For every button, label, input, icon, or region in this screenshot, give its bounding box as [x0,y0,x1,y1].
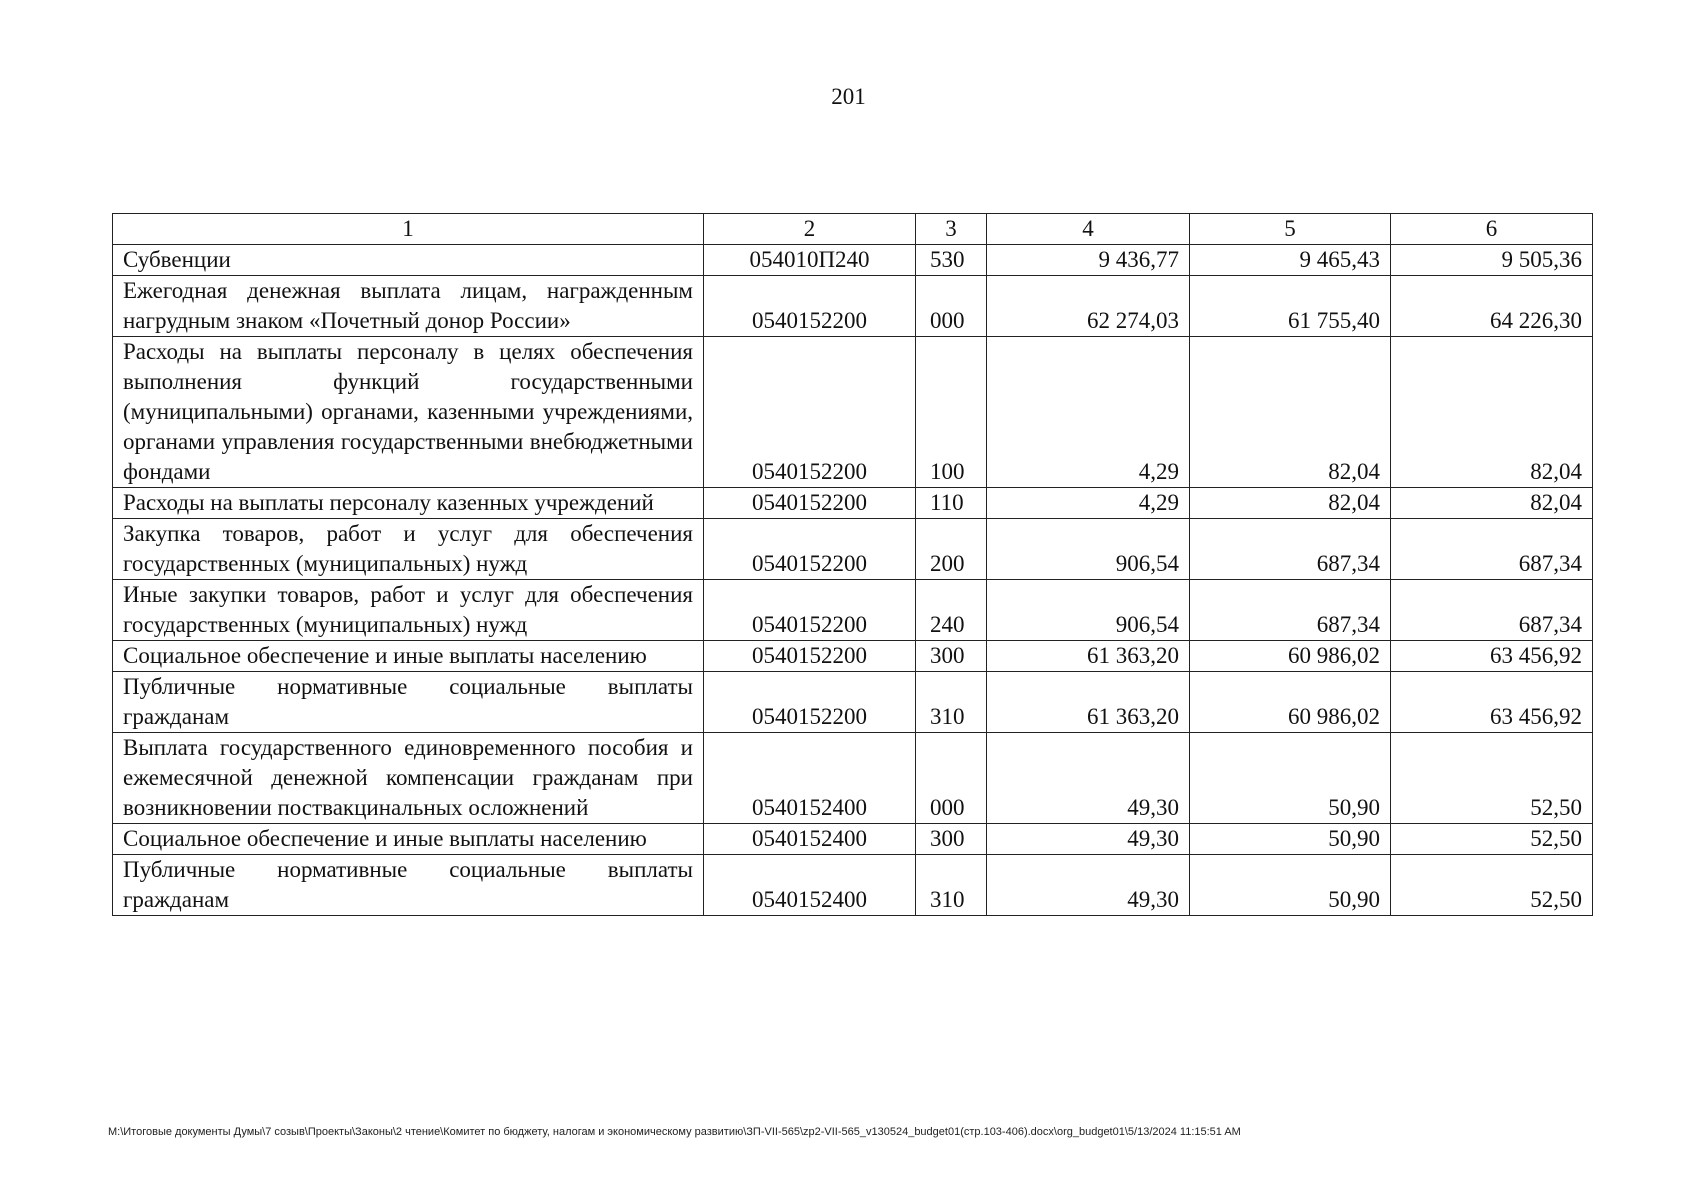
table-row [113,580,1593,641]
header-col-5: 5 [1190,214,1391,245]
table-row [113,733,1593,824]
row-code: 0540152200 [704,519,916,580]
row-name: Выплата государственного единовременного пособия и ежемесячной денежной компенсации гражданам при возникновении поствакцинальных осложнений [113,733,704,824]
row-type: 310 [916,855,987,916]
row-value-4: 61 363,20 [987,641,1190,672]
row-type: 200 [916,519,987,580]
row-value-4: 906,54 [987,519,1190,580]
row-value-6: 52,50 [1391,824,1593,855]
row-name: Ежегодная денежная выплата лицам, награжденным нагрудным знаком «Почетный донор России» [113,276,704,337]
row-value-5: 687,34 [1190,519,1391,580]
row-type: 300 [916,641,987,672]
row-type: 530 [916,245,987,276]
header-col-1: 1 [113,214,704,245]
row-value-4: 4,29 [987,337,1190,488]
row-value-5: 82,04 [1190,488,1391,519]
row-value-6: 64 226,30 [1391,276,1593,337]
row-value-6: 82,04 [1391,488,1593,519]
row-value-6: 63 456,92 [1391,641,1593,672]
row-code: 0540152200 [704,641,916,672]
row-name: Социальное обеспечение и иные выплаты населению [113,641,704,672]
header-col-4: 4 [987,214,1190,245]
row-value-5: 60 986,02 [1190,641,1391,672]
row-value-4: 9 436,77 [987,245,1190,276]
table-row [113,824,1593,855]
row-name: Расходы на выплаты персоналу в целях обеспечения выполнения функций государственными (муниципальными) органами, казенными учреждениями, органами управления государственными внебюджетными фондами [113,337,704,488]
table-row [113,337,1593,488]
row-type: 300 [916,824,987,855]
row-name: Субвенции [113,245,704,276]
row-type: 100 [916,337,987,488]
row-value-5: 61 755,40 [1190,276,1391,337]
row-code: 0540152200 [704,580,916,641]
row-value-4: 62 274,03 [987,276,1190,337]
row-value-6: 52,50 [1391,855,1593,916]
row-value-5: 50,90 [1190,733,1391,824]
row-type: 110 [916,488,987,519]
row-value-5: 687,34 [1190,580,1391,641]
row-value-6: 687,34 [1391,580,1593,641]
header-col-3: 3 [916,214,987,245]
table-row [113,641,1593,672]
row-type: 240 [916,580,987,641]
header-col-2: 2 [704,214,916,245]
row-name: Закупка товаров, работ и услуг для обеспечения государственных (муниципальных) нужд [113,519,704,580]
row-value-6: 82,04 [1391,337,1593,488]
row-value-6: 63 456,92 [1391,672,1593,733]
table-row [113,672,1593,733]
budget-table [112,213,1593,916]
row-name: Публичные нормативные социальные выплаты гражданам [113,855,704,916]
row-name: Социальное обеспечение и иные выплаты населению [113,824,704,855]
row-code: 054010П240 [704,245,916,276]
row-value-4: 906,54 [987,580,1190,641]
row-code: 0540152200 [704,488,916,519]
row-code: 0540152400 [704,733,916,824]
table-row [113,488,1593,519]
row-value-6: 687,34 [1391,519,1593,580]
page-number: 201 [831,84,866,109]
row-value-5: 60 986,02 [1190,672,1391,733]
table-row [113,276,1593,337]
table-row [113,245,1593,276]
table-row [113,519,1593,580]
table-row [113,855,1593,916]
row-type: 000 [916,276,987,337]
row-value-4: 61 363,20 [987,672,1190,733]
row-code: 0540152200 [704,672,916,733]
row-name: Публичные нормативные социальные выплаты гражданам [113,672,704,733]
table-header-row [113,214,1593,245]
row-value-4: 49,30 [987,855,1190,916]
row-value-6: 52,50 [1391,733,1593,824]
row-name: Иные закупки товаров, работ и услуг для обеспечения государственных (муниципальных) нужд [113,580,704,641]
row-value-4: 49,30 [987,824,1190,855]
row-value-5: 50,90 [1190,855,1391,916]
row-type: 000 [916,733,987,824]
row-value-5: 9 465,43 [1190,245,1391,276]
row-value-6: 9 505,36 [1391,245,1593,276]
header-col-6: 6 [1391,214,1593,245]
row-code: 0540152200 [704,276,916,337]
row-code: 0540152200 [704,337,916,488]
row-value-4: 49,30 [987,733,1190,824]
row-value-4: 4,29 [987,488,1190,519]
row-code: 0540152400 [704,855,916,916]
row-code: 0540152400 [704,824,916,855]
row-type: 310 [916,672,987,733]
row-value-5: 82,04 [1190,337,1391,488]
row-value-5: 50,90 [1190,824,1391,855]
footer-file-path: M:\Итоговые документы Думы\7 созыв\Проекты\Законы\2 чтение\Комитет по бюджету, налогам и экономическому развитию\ЗП-VII-565\zp2-VII-565_v130524_budget01(стр.103-406).docx\org_budget01\5/13/2024 11:15:51 AM [108,1126,1241,1138]
row-name: Расходы на выплаты персоналу казенных учреждений [113,488,704,519]
